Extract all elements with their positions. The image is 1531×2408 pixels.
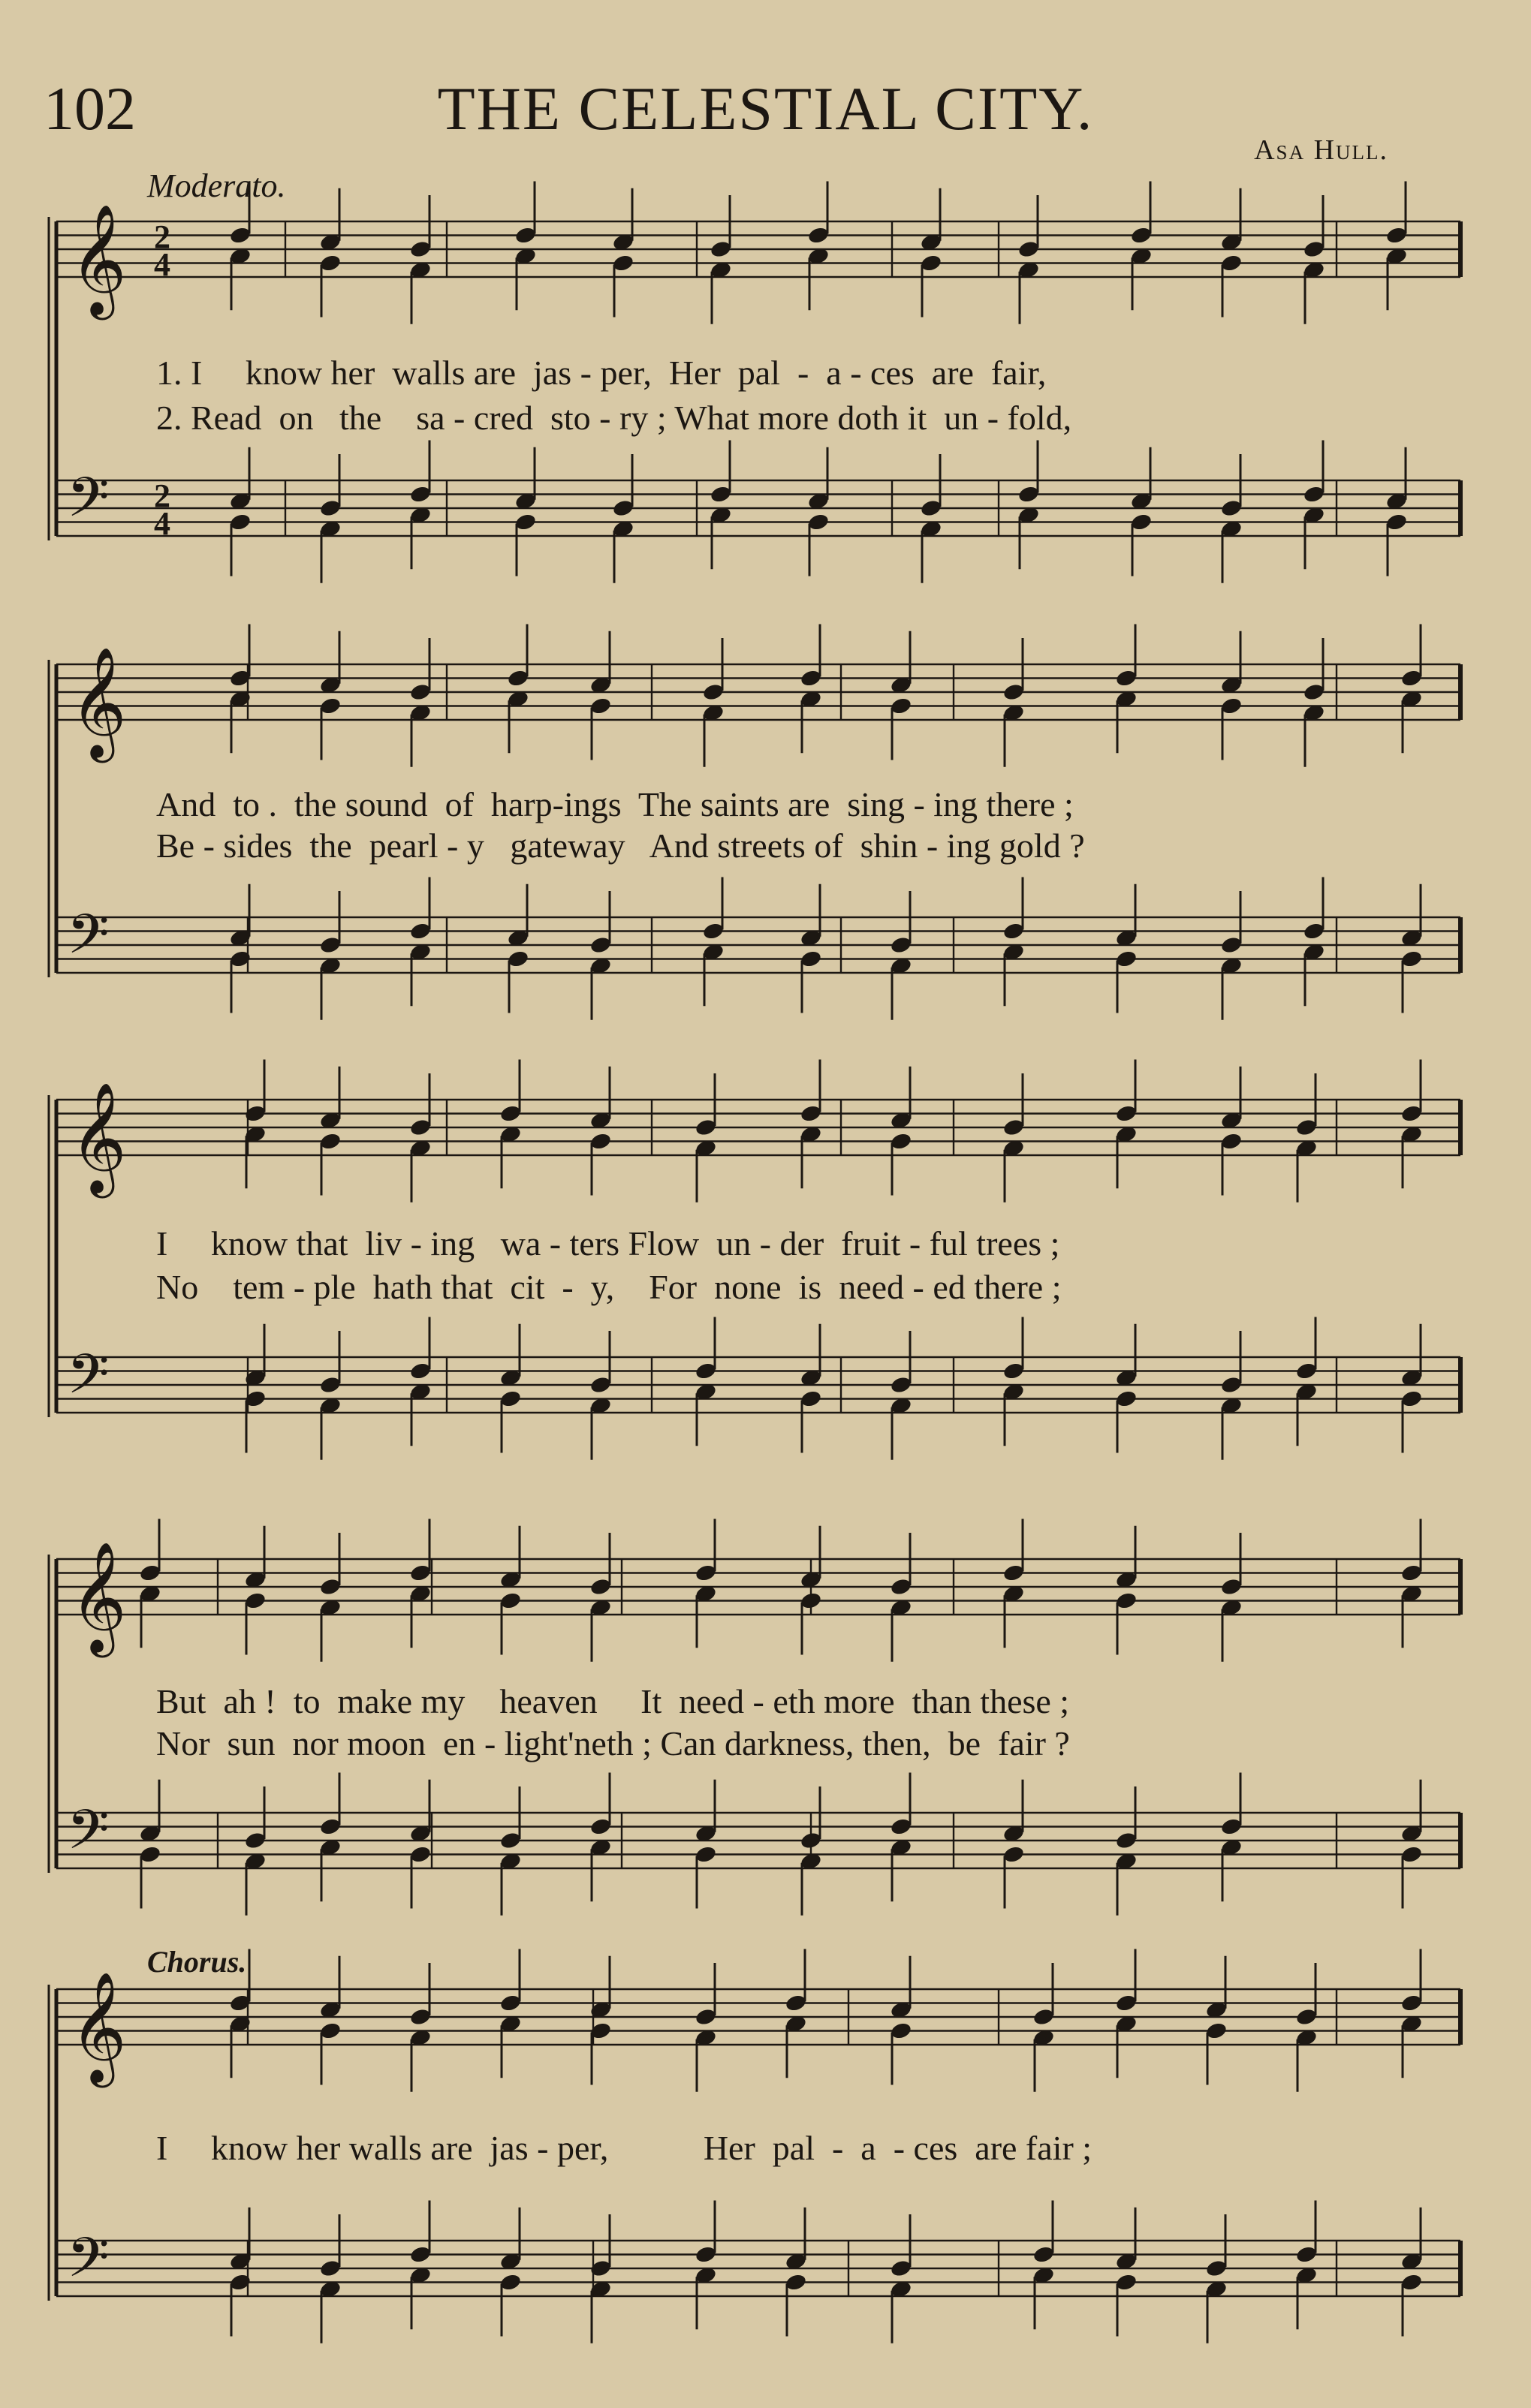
lyric-line-verse-1: I know that liv - ing wa - ters Flow un - der fruit - ful trees ; xyxy=(156,1224,1060,1263)
lyric-line-verse-2: No tem - ple hath that cit - y, For none is need - ed there ; xyxy=(156,1268,1062,1306)
lyric-line-verse-2: Nor sun nor moon en - light'neth ; Can darkness, then, be fair ? xyxy=(156,1724,1070,1762)
page-number: 102 xyxy=(44,74,136,143)
lyric-line-verse-1: I know her walls are jas - per, Her pal - a - ces are fair ; xyxy=(156,2129,1092,2167)
composer-credit: Asa Hull. xyxy=(1254,134,1388,166)
bass-clef-icon: 𝄢 xyxy=(67,465,110,543)
treble-time-signature-top: 2 xyxy=(154,218,170,255)
bass-clef-icon: 𝄢 xyxy=(67,1797,110,1875)
lyric-line-verse-2: Be - sides the pearl - y gateway And streets of shin - ing gold ? xyxy=(156,826,1085,865)
lyric-line-verse-1: And to . the sound of harp-ings The saints are sing - ing there ; xyxy=(156,785,1074,823)
lyric-line-verse-1: But ah ! to make my heaven It need - eth more than these ; xyxy=(156,1682,1070,1720)
treble-time-signature-bottom: 4 xyxy=(154,246,170,283)
chorus-label: Chorus. xyxy=(147,1945,247,1979)
lyric-line-verse-2: 2. Read on the sa - cred sto - ry ; What more doth it un - fold, xyxy=(156,399,1072,437)
bass-clef-icon: 𝄢 xyxy=(67,1341,110,1419)
treble-clef-icon: 𝄞 xyxy=(70,646,127,758)
lyric-line-verse-1: 1. I know her walls are jas - per, Her pal - a - ces are fair, xyxy=(156,354,1047,392)
hymn-title: THE CELESTIAL CITY. xyxy=(437,74,1094,143)
treble-clef-icon: 𝄞 xyxy=(70,1082,127,1193)
treble-clef-icon: 𝄞 xyxy=(70,203,127,315)
bass-clef-icon: 𝄢 xyxy=(67,901,110,980)
bass-time-signature-bottom: 4 xyxy=(154,505,170,542)
tempo-marking: Moderato. xyxy=(147,167,286,204)
bass-time-signature-top: 2 xyxy=(154,477,170,514)
treble-clef-icon: 𝄞 xyxy=(70,1971,127,2083)
bass-clef-icon: 𝄢 xyxy=(67,2225,110,2303)
treble-clef-icon: 𝄞 xyxy=(70,1541,127,1653)
